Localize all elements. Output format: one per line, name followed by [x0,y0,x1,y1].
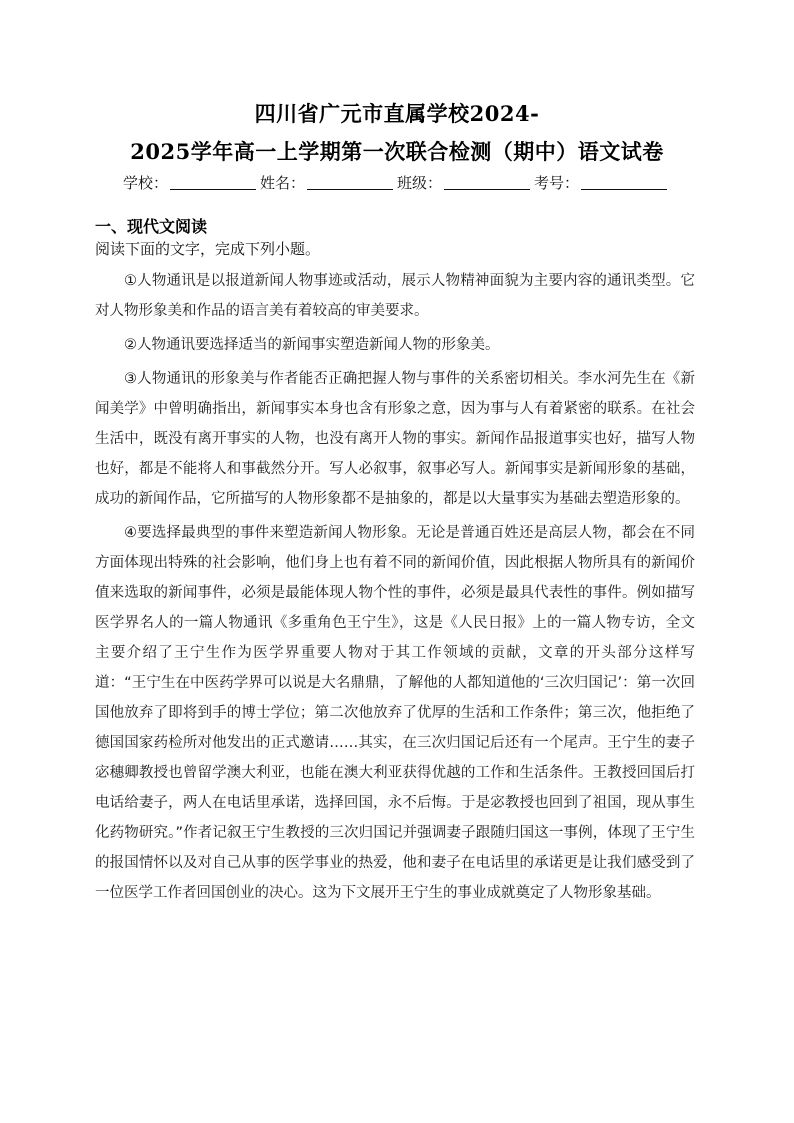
school-label: 学校： [122,174,168,192]
school-blank[interactable] [170,175,256,190]
passage-paragraph-3: ③人物通讯的形象美与作者能否正确把握人物与事件的关系密切相关。李水河先生在《新闻美学》中曾明确指出，新闻事实本身也含有形象之意，因为事与人有着紧密的联系。在社会生活中，既没有离开事实的人物，也没有离开人物的事实。新闻作品报道事实也好，描写人物也好，都是不能将人和事截然分开。写人必叙事，叙事必写人。新闻事实是新闻形象的基础，成功的新闻作品，它所描写的人物形象都不是抽象的，都是以大量事实为基础去塑造形象的。 [95,371,695,507]
passage-paragraph-4: ④要选择最典型的事件来塑造新闻人物形象。无论是普通百姓还是高层人物，都会在不同方面体现出特殊的社会影响，他们身上也有着不同的新闻价值，因此根据人物所具有的新闻价值来选取的新闻事件，必须是最能体现人物个性的事件，必须是最具代表性的事件。例如描写医学界名人的一篇人物通讯《多重角色王宁生》，这是《人民日报》上的一篇人物专访，全文主要介绍了王宁生作为医学界重要人物对于其工作领域的贡献，文章的开头部分这样写道：“王宁生在中医药学界可以说是大名鼎鼎，了解他的人都知道他的‘三次归国记’：第一次回国他放弃了即将到手的博士学位；第二次他放弃了优厚的生活和工作条件；第三次，他拒绝了德国国家药检所对他发出的正式邀请……其实，在三次归国记后还有一个尾声。王宁生的妻子宓穗卿教授也曾留学澳大利亚，也能在澳大利亚获得优越的工作和生活条件。王教授回国后打电话给妻子，两人在电话里承诺，选择回国，永不后悔。于是宓教授也回到了祖国，现从事生化药物研究。”作者记叙王宁生教授的三次归国记并强调妻子跟随归国这一事例，体现了王宁生的报国情怀以及对自己从事的医学事业的热爱，他和妻子在电话里的承诺更是让我们感受到了一位医学工作者回国创业的决心。这为下文展开王宁生的事业成就奠定了人物形象基础。 [95,525,695,901]
exam-no-label: 考号： [534,174,580,192]
name-blank[interactable] [307,175,393,190]
passage-paragraph-1: ①人物通讯是以报道新闻人物事迹或活动，展示人物精神面貌为主要内容的通讯类型。它对人物形象美和作品的语言美有着较高的审美要求。 [95,273,695,319]
exam-title-line2: 2025学年高一上学期第一次联合检测（期中）语文试卷 [130,139,664,164]
name-label: 姓名： [259,174,305,192]
passage-paragraph-2: ②人物通讯要选择适当的新闻事实塑造新闻人物的形象美。 [124,337,500,353]
reading-instruction: 阅读下面的文字，完成下列小题。 [95,240,321,258]
class-label: 班级： [397,174,443,192]
student-info-row [0,172,794,193]
class-blank[interactable] [444,175,530,190]
reading-passage [95,266,695,912]
exam-title-line1: 四川省广元市直属学校2024- [254,101,540,126]
section-heading: 一、现代文阅读 [95,217,208,236]
exam-no-blank[interactable] [581,175,667,190]
